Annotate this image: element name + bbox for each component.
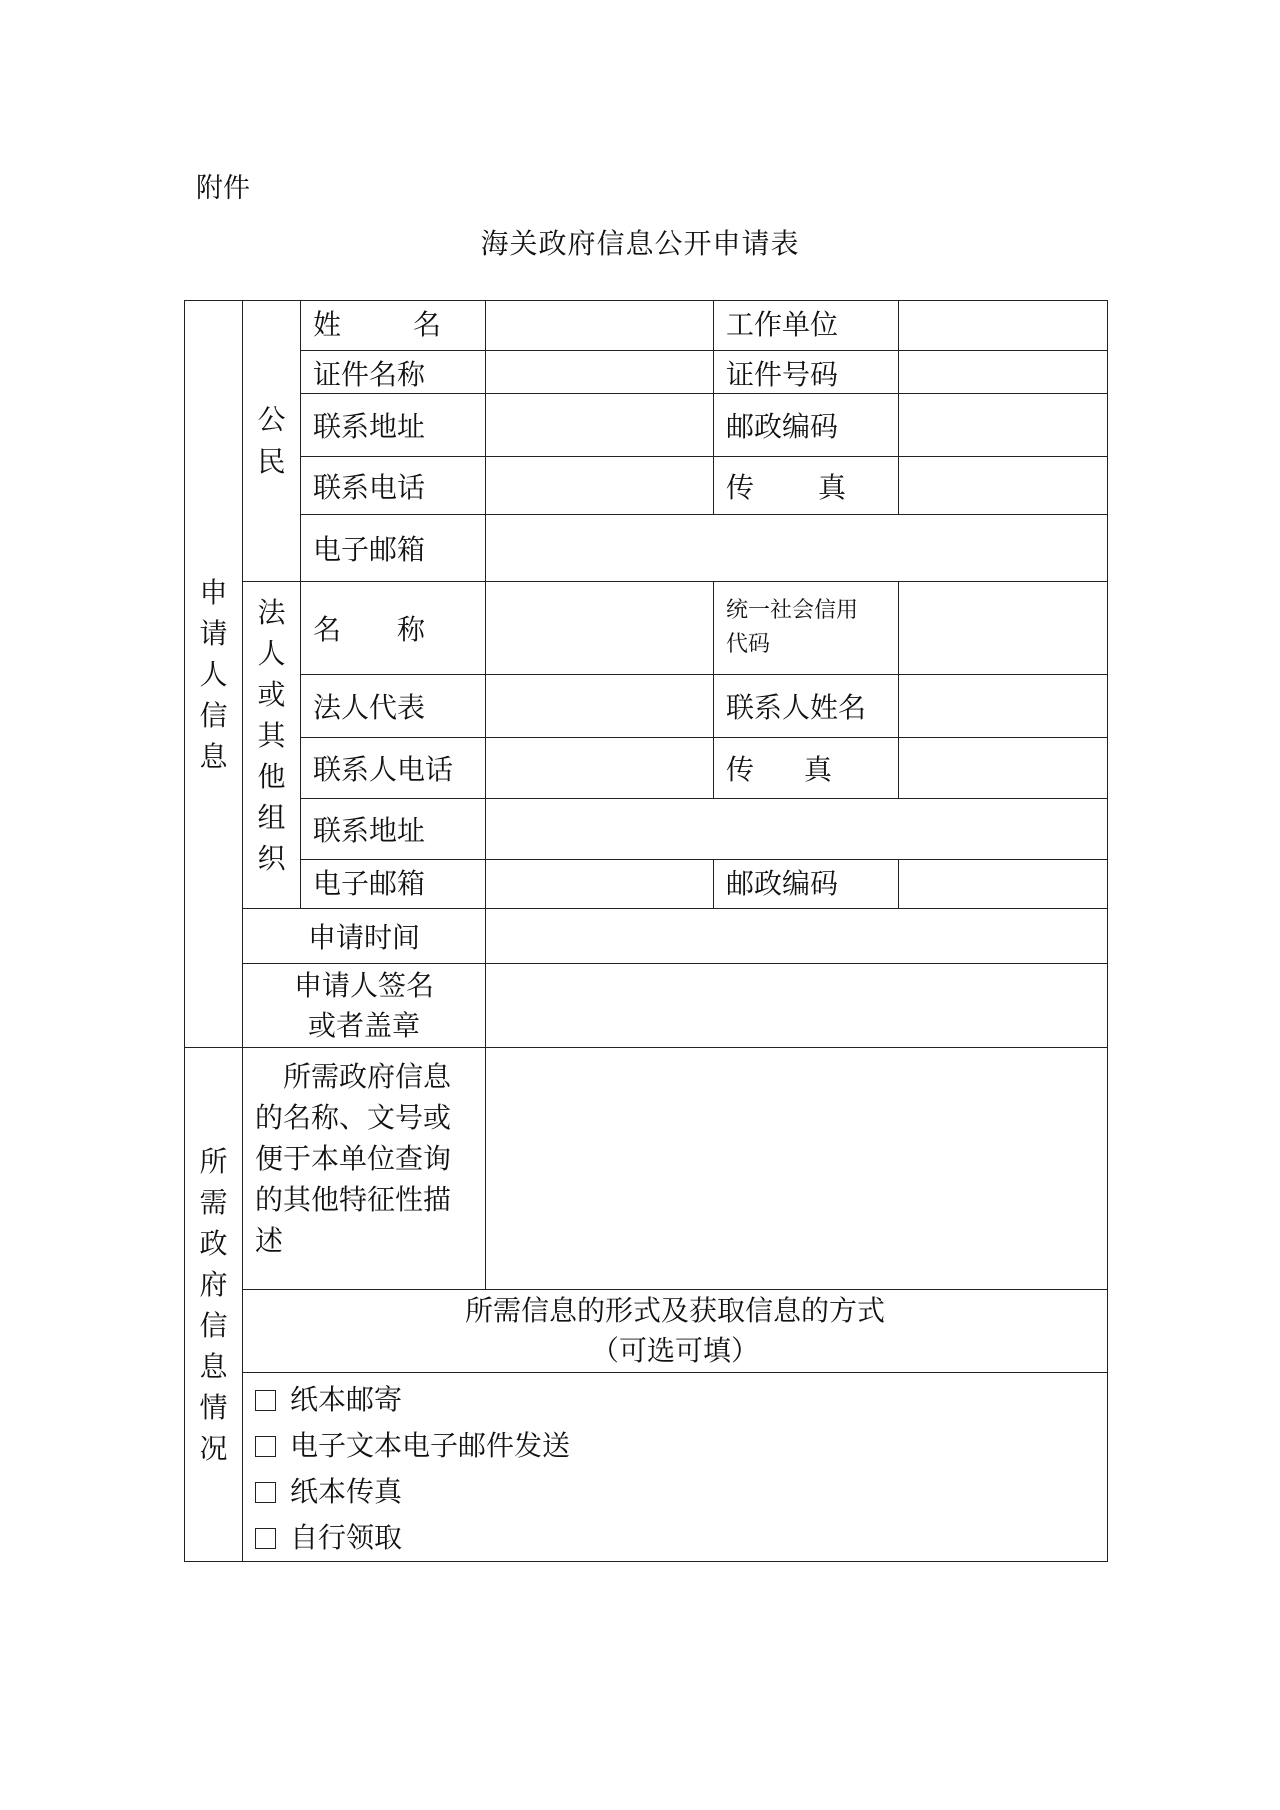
citizen-postcode-field[interactable] [899,394,1108,457]
org-group-label: 法 人 或 其 他 组 织 [243,582,301,909]
signature-label: 申请人签名 或者盖章 [243,964,486,1048]
org-name-label: 名 称 [301,582,486,675]
citizen-group-label: 公 民 [243,301,301,582]
citizen-work-unit-field[interactable] [899,301,1108,351]
org-legal-rep-label: 法人代表 [301,675,486,738]
citizen-name-label: 姓 名 [301,301,486,351]
org-contact-phone-label: 联系人电话 [301,738,486,799]
citizen-email-label: 电子邮箱 [301,515,486,582]
citizen-name-field[interactable] [486,301,714,351]
citizen-phone-label: 联系电话 [301,457,486,515]
option-email[interactable]: 电子文本电子邮件发送 [255,1423,1095,1469]
org-name-field[interactable] [486,582,714,675]
citizen-id-number-label: 证件号码 [714,351,899,394]
checkbox-self-pickup[interactable] [255,1528,276,1549]
citizen-email-field[interactable] [486,515,1108,582]
option-paper-mail[interactable]: 纸本邮寄 [255,1377,1095,1423]
checkbox-fax[interactable] [255,1482,276,1503]
citizen-fax-field[interactable] [899,457,1108,515]
checkbox-paper-mail[interactable] [255,1390,276,1411]
citizen-id-number-field[interactable] [899,351,1108,394]
org-postcode-label: 邮政编码 [714,860,899,909]
org-contact-name-field[interactable] [899,675,1108,738]
citizen-fax-label: 传 真 [714,457,899,515]
org-credit-code-label: 统一社会信用 代码 [714,582,899,675]
org-contact-phone-field[interactable] [486,738,714,799]
citizen-postcode-label: 邮政编码 [714,394,899,457]
org-legal-rep-field[interactable] [486,675,714,738]
delivery-method-header: 所需信息的形式及获取信息的方式 （可选可填） [243,1290,1108,1373]
citizen-id-name-field[interactable] [486,351,714,394]
citizen-address-field[interactable] [486,394,714,457]
citizen-id-name-label: 证件名称 [301,351,486,394]
org-credit-code-field[interactable] [899,582,1108,675]
application-form-table [184,300,1108,1562]
org-fax-label: 传 真 [714,738,899,799]
citizen-address-label: 联系地址 [301,394,486,457]
form-title: 海关政府信息公开申请表 [480,227,800,260]
option-self-pickup[interactable]: 自行领取 [255,1515,1095,1561]
applicant-section-label: 申 请 人 信 息 [185,301,243,1048]
option-fax[interactable]: 纸本传真 [255,1469,1095,1515]
apply-time-label: 申请时间 [243,909,486,964]
org-address-field[interactable] [486,799,1108,860]
info-section-label: 所 需 政 府 信 息 情 况 [185,1048,243,1562]
org-address-label: 联系地址 [301,799,486,860]
citizen-phone-field[interactable] [486,457,714,515]
org-fax-field[interactable] [899,738,1108,799]
delivery-options [243,1373,1108,1562]
checkbox-email[interactable] [255,1436,276,1457]
org-email-field[interactable] [486,860,714,909]
org-postcode-field[interactable] [899,860,1108,909]
org-contact-name-label: 联系人姓名 [714,675,899,738]
apply-time-field[interactable] [486,909,1108,964]
info-description-field[interactable] [486,1048,1108,1290]
info-description-label: 所需政府信息 的名称、文号或 便于本单位查询 的其他特征性描 述 [243,1048,486,1290]
signature-field[interactable] [486,964,1108,1048]
citizen-work-unit-label: 工作单位 [714,301,899,351]
org-email-label: 电子邮箱 [301,860,486,909]
attachment-label: 附件 [196,173,250,204]
